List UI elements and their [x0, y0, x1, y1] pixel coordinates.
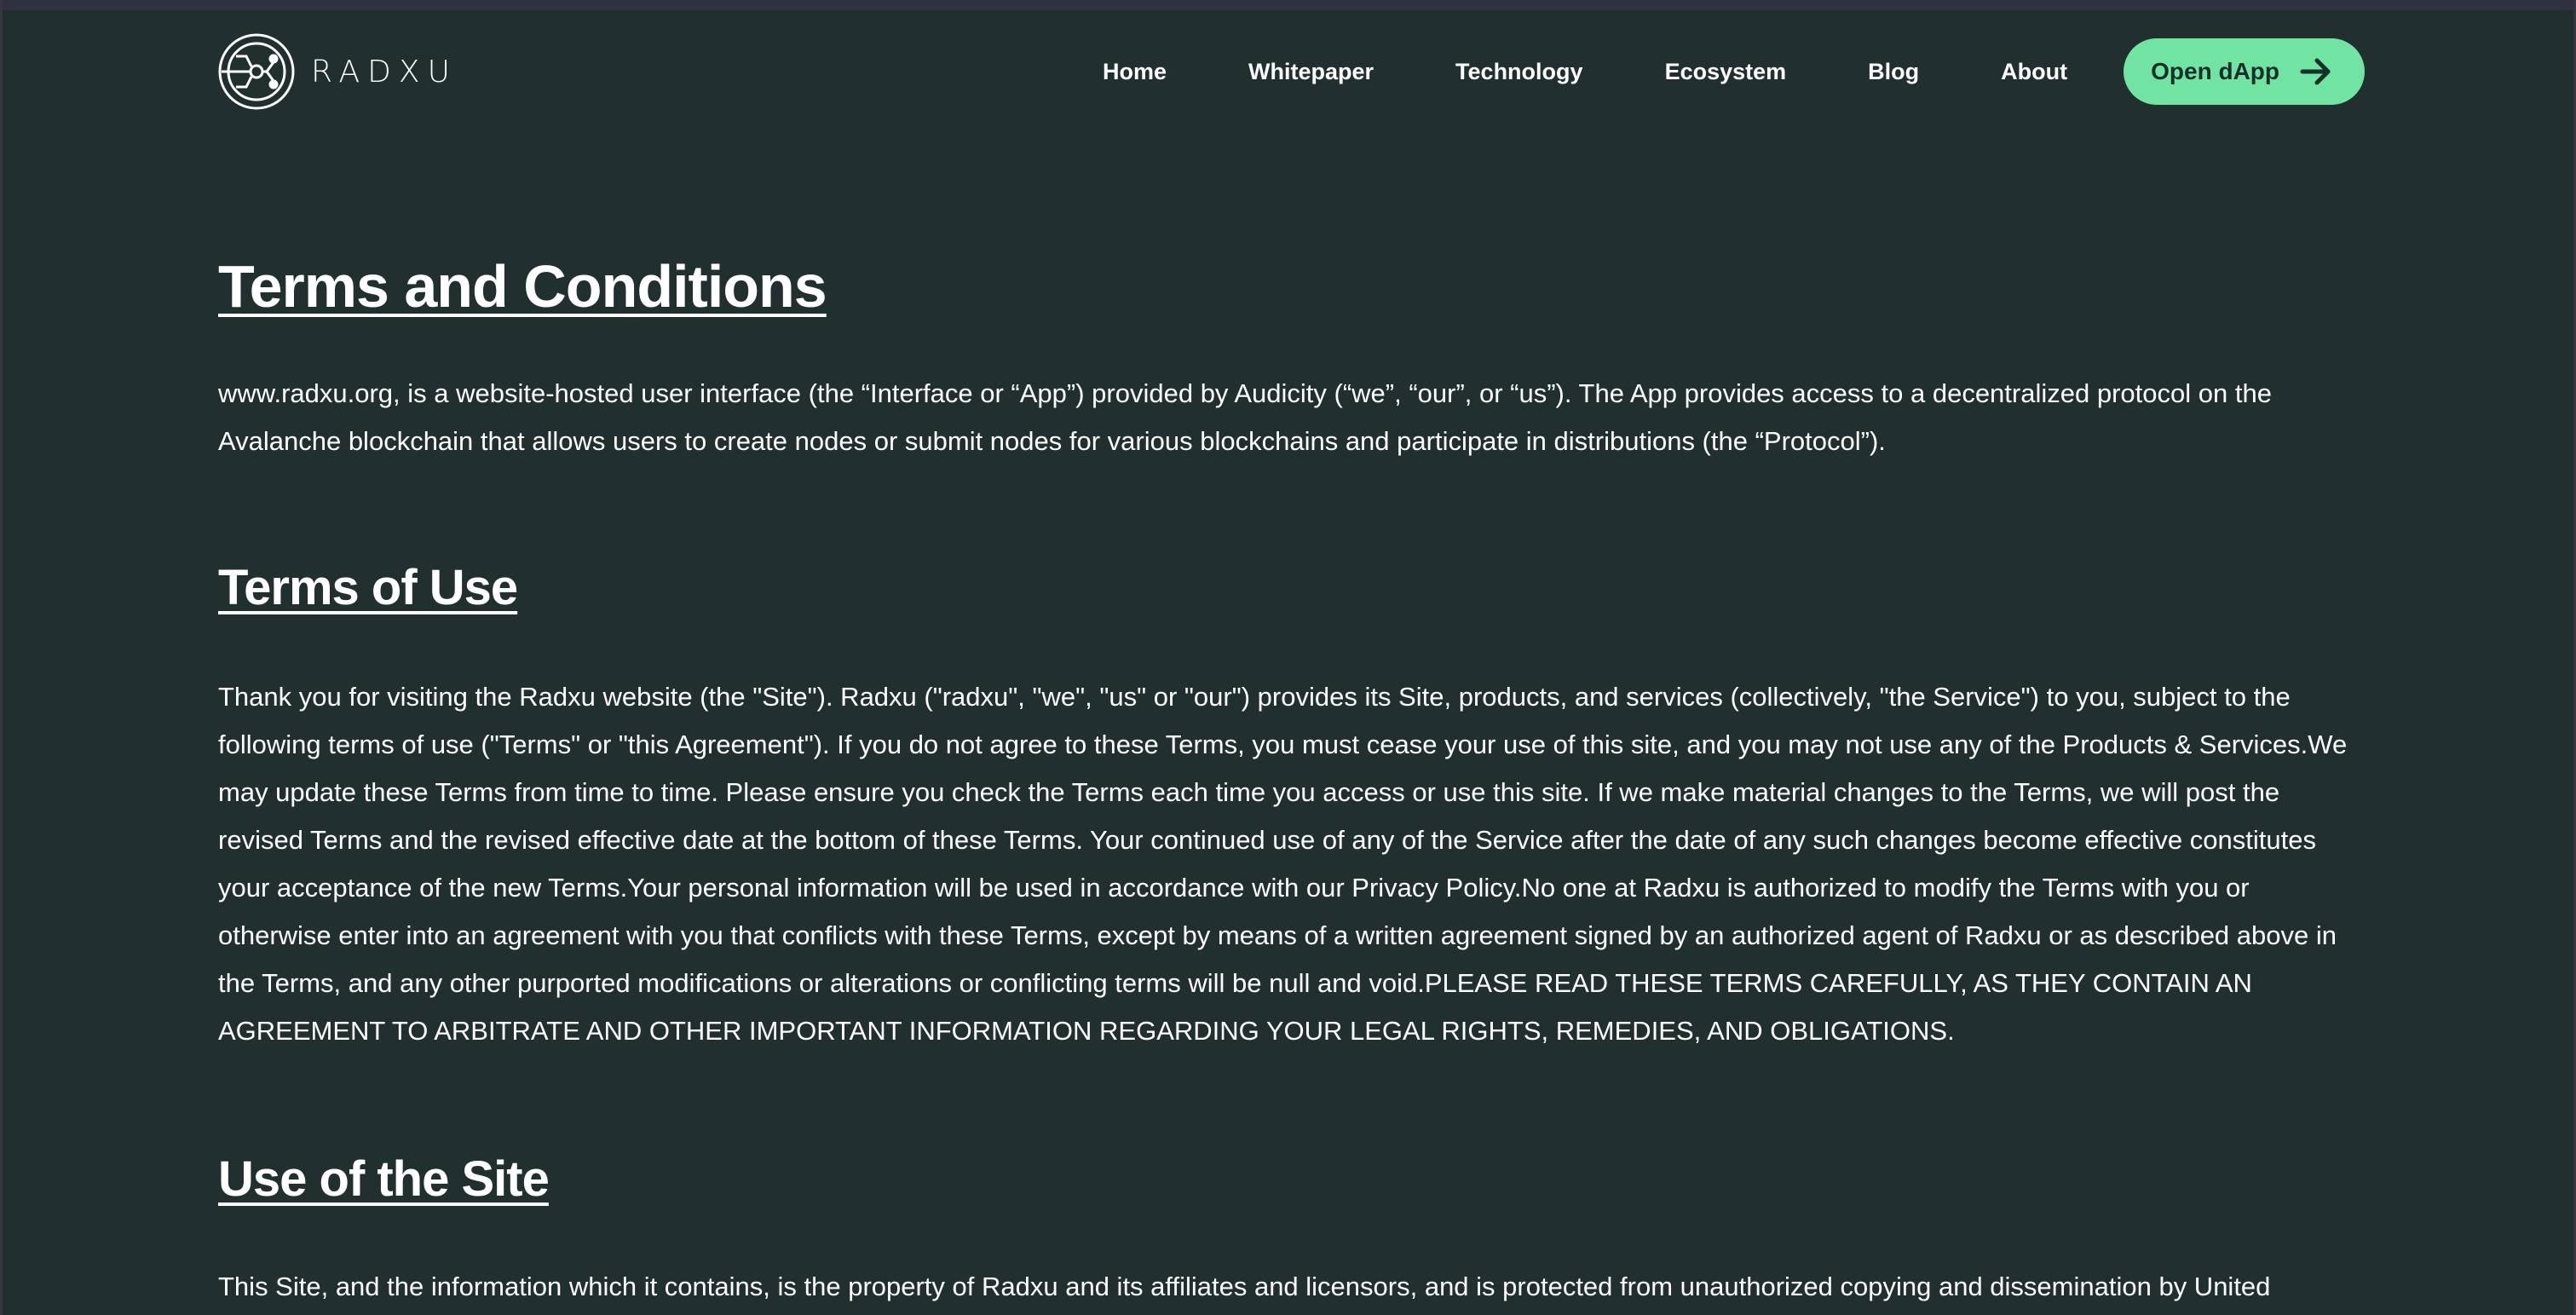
use-of-site-heading: Use of the Site	[218, 1151, 549, 1207]
terms-content	[218, 245, 2357, 1311]
main-nav	[1103, 38, 2365, 105]
site-header	[0, 10, 2576, 135]
nav-blog[interactable]: Blog	[1868, 58, 1920, 84]
terms-of-use-heading: Terms of Use	[218, 560, 518, 615]
radxu-circuit-logo-icon	[217, 32, 296, 111]
nav-ecosystem[interactable]: Ecosystem	[1664, 58, 1787, 84]
window-left-edge	[0, 0, 3, 1315]
terms-of-use-paragraph: Thank you for visiting the Radxu website (the "Site"). Radxu ("radxu", "we", "us" or "our") provides its Site, products, and services (collectively, "the Service") to you, subject to the following terms of use ("Terms" or "this Agreement"). If you do not agree to these Terms, you must cease your use of this site, and you may not use any of the Products & Services.We may update these Terms from time to time. Please ensure you check the Terms each time you access or use this site. If we make material changes to the Terms, we will post the revised Terms and the revised effective date at the bottom of these Terms. Your continued use of any of the Service after the date of any such changes become effective constitutes your acceptance of the new Terms.Your personal information will be used in accordance with our Privacy Policy.No one at Radxu is authorized to modify the Terms with you or otherwise enter into an agreement with you that conflicts with these Terms, except by means of a written agreement signed by an authorized agent of Radxu or as described above in the Terms, and any other purported modifications or alterations or conflicting terms will be null and void.PLEASE READ THESE TERMS CAREFULLY, AS THEY CONTAIN AN AGREEMENT TO ARBITRATE AND OTHER IMPORTANT INFORMATION REGARDING YOUR LEGAL RIGHTS, REMEDIES, AND OBLIGATIONS.	[218, 682, 2348, 1046]
brand-logo[interactable]	[217, 32, 458, 111]
use-of-site-paragraph: This Site, and the information which it contains, is the property of Radxu and its affiliates and licensors, and is protected from unauthorized copying and dissemination by United	[218, 1272, 2271, 1301]
page-title: Terms and Conditions	[218, 253, 827, 320]
arrow-right-icon	[2300, 57, 2332, 86]
open-dapp-label: Open dApp	[2151, 58, 2279, 84]
brand-name: RADXU	[311, 54, 458, 89]
nav-about[interactable]: About	[2001, 58, 2068, 84]
window-top-strip	[0, 0, 2576, 10]
open-dapp-button[interactable]	[2124, 38, 2365, 105]
nav-technology[interactable]: Technology	[1455, 58, 1583, 84]
intro-paragraph: www.radxu.org, is a website-hosted user interface (the “Interface or “App”) provided by Audicity (“we”, “our”, or “us”). The App provides access to a decentralized protocol on the Avalanche blockchain that allows users to create nodes or submit nodes for various blockchains and participate in distributions (the “Protocol”).	[218, 378, 2272, 456]
nav-home[interactable]: Home	[1103, 58, 1167, 84]
nav-whitepaper[interactable]: Whitepaper	[1248, 58, 1374, 84]
